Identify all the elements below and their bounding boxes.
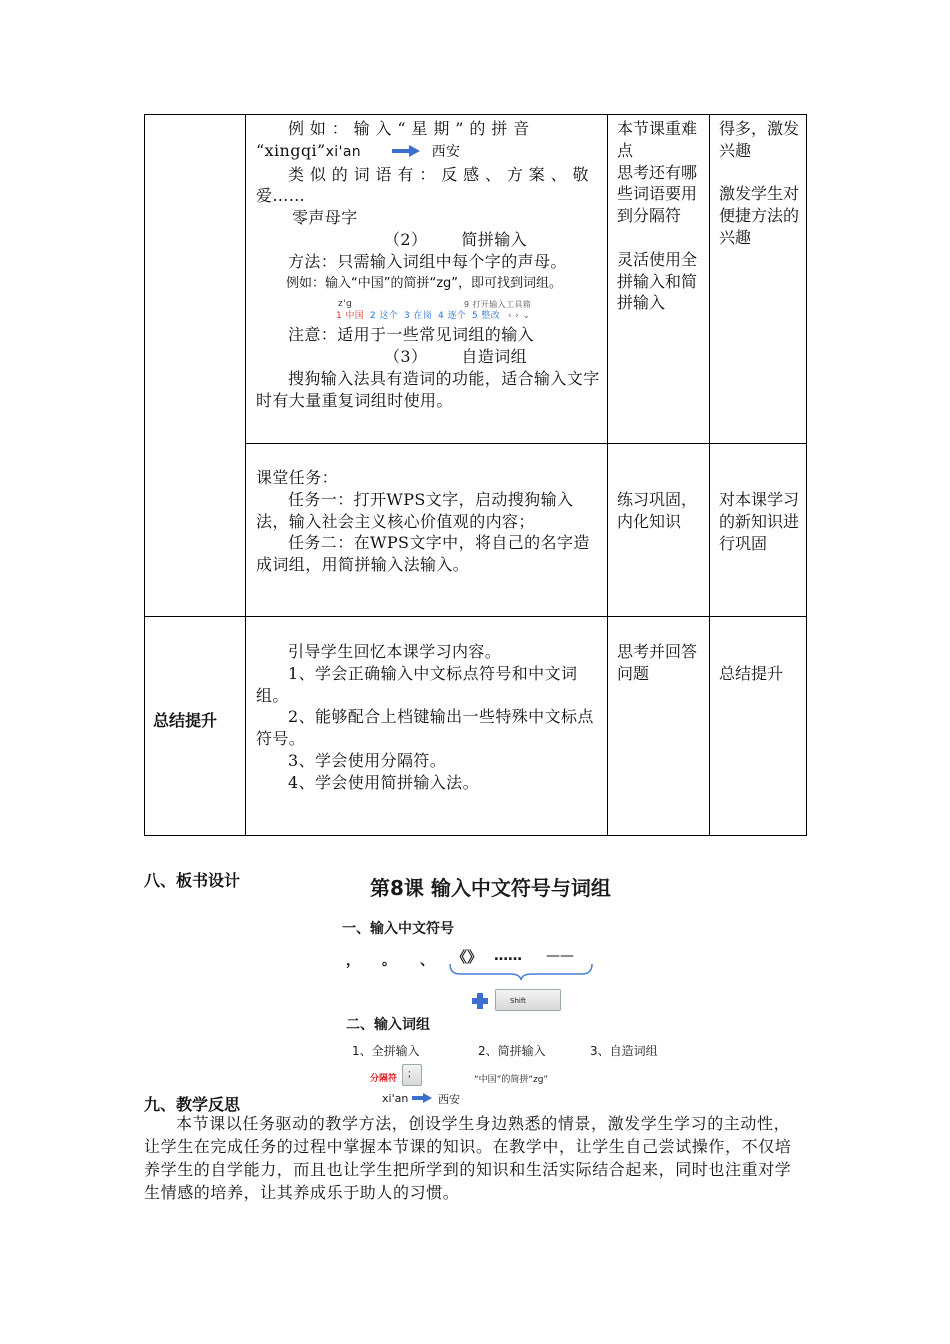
row2-intent-cell: 对本课学习的新知识进行巩固 (719, 490, 800, 553)
ime-page-nav: ‹ › ⌄ (508, 311, 531, 322)
brace-icon (448, 962, 594, 982)
subheading-custom (256, 346, 600, 368)
similar-words: 类 似 的 词 语 有 ： 反 感 、 方 案 、 敬 爱…… (256, 164, 589, 206)
summary-item-2: 2、能够配合上档键输出一些特殊中文标点符号。 (256, 707, 594, 749)
subheading-title: 简拼输入 (461, 229, 527, 249)
ime-input: z'g (338, 299, 353, 310)
row2-content-cell (256, 467, 600, 576)
symbol-comma: ， (346, 953, 360, 969)
ime-candidate-1: 1 中国 (336, 311, 365, 322)
example-xian-line (256, 140, 600, 164)
symbol-period: 。 (382, 953, 396, 969)
board-title: 第8课 输入中文符号与词组 (370, 876, 611, 900)
row-divider (144, 616, 807, 617)
task-one: 任务一：打开WPS文字，启动搜狗输入法，输入社会主义核心价值观的内容； (256, 489, 574, 531)
symbol-book-title: 《》 (452, 948, 483, 966)
symbol-enumeration: 、 (420, 953, 434, 969)
zero-initial: 零声母字 (292, 208, 358, 228)
section8-heading: 八、板书设计 (144, 871, 241, 890)
custom-phrase-desc: 搜狗输入法具有造词的功能，适合输入文字时有大量重复词组时使用。 (256, 368, 600, 410)
task-two: 任务二：在WPS文字中，将自己的名字造成词组，用简拼输入法输入。 (256, 533, 590, 575)
column-divider (144, 114, 145, 836)
row-divider (245, 443, 807, 444)
jianpin-note: “中国”的简拼“zg” (474, 1075, 549, 1085)
table-right-border (806, 114, 807, 836)
ime-candidate-5: 5 整改 (472, 311, 501, 322)
jianpin-note: 注意：适用于一些常见词组的输入 (288, 325, 535, 345)
row1-student-cell: 本节课重难点 思考还有哪些词语要用到分隔符 灵活使用全拼输入和简拼输入 (617, 119, 698, 313)
subheading-number: （2） (384, 229, 428, 249)
semicolon-key-icon: ； (402, 1064, 422, 1086)
arrow-right-icon (392, 145, 420, 157)
method-jianpin: 2、简拼输入 (478, 1044, 546, 1058)
plus-icon (472, 993, 488, 1009)
row3-student-cell: 思考并回答问题 (617, 642, 698, 683)
jianpin-method: 方法：只需输入词组中每个字的声母。 (288, 251, 567, 271)
summary-item-4: 4、学会使用简拼输入法。 (288, 772, 479, 792)
symbol-ellipsis: …… (494, 948, 522, 964)
ime-candidate-4: 4 逐个 (438, 311, 467, 322)
board-heading-symbols: 一、输入中文符号 (342, 921, 454, 937)
column-divider (607, 114, 608, 836)
summary-item-3: 3、学会使用分隔符。 (288, 750, 447, 770)
row3-intent-cell: 总结提升 (719, 664, 784, 683)
board-example-output: 西安 (438, 1093, 460, 1106)
column-divider (709, 114, 710, 836)
row1-content-cell (256, 118, 600, 412)
column-divider (245, 114, 246, 836)
subheading-jianpin (256, 229, 600, 251)
board-heading-phrases: 二、输入词组 (346, 1017, 430, 1033)
subheading-number: （3） (384, 347, 428, 367)
ime-candidate-bar (336, 294, 540, 324)
example-input: xi'an (325, 143, 362, 160)
task-title: 课堂任务： (256, 468, 339, 487)
row1-intent-cell: 得多，激发兴趣 激发学生对便捷方法的兴趣 (719, 119, 800, 247)
reflection-paragraph: 本节课以任务驱动的教学方法，创设学生身边熟悉的情景，激发学生学习的主动性，让学生在完成任务的过程中掌握本节课的知识。在教学中，让学生自己尝试操作，不仅培养学生的自学能力，而且也让学生把所学到的知识和生活实际结合起来，同时也注重对学生情感的培养，让其养成乐于助人的习惯。 (144, 1114, 792, 1202)
ime-toolbar: 9 打开输入工具箱 (464, 300, 532, 310)
ime-candidate-3: 3 在岗 (404, 311, 433, 322)
table-top-border (144, 114, 807, 115)
separator-label: 分隔符 (370, 1074, 398, 1084)
jianpin-example: 例如：输入“中国”的简拼“zg”，即可找到词组。 (286, 275, 563, 291)
method-quanpin: 1、全拼输入 (352, 1044, 420, 1058)
summary-lead: 引导学生回忆本课学习内容。 (288, 642, 502, 661)
example-output: 西安 (431, 143, 461, 160)
summary-item-1: 1、学会正确输入中文标点符号和中文词组。 (256, 663, 578, 705)
stage-label: 总结提升 (153, 711, 218, 730)
symbol-dash: —— (546, 948, 574, 964)
section9-heading: 九、教学反思 (144, 1095, 241, 1114)
pinyin-xingqi: “xingqi” (256, 140, 326, 160)
shift-key-icon: Shift (495, 989, 561, 1011)
row3-content-cell (256, 641, 600, 794)
table-bottom-border (144, 835, 807, 836)
example-xingqi: 例 如 ： 输 入 “ 星 期 ” 的 拼 音 (288, 119, 530, 138)
method-custom: 3、自造词组 (590, 1044, 658, 1058)
ime-candidate-2: 2 这个 (370, 311, 399, 322)
row2-student-cell: 练习巩固，内化知识 (617, 490, 698, 531)
arrow-right-icon (412, 1093, 432, 1103)
subheading-title: 自造词组 (461, 347, 527, 367)
board-example-input: xi'an (382, 1092, 409, 1105)
